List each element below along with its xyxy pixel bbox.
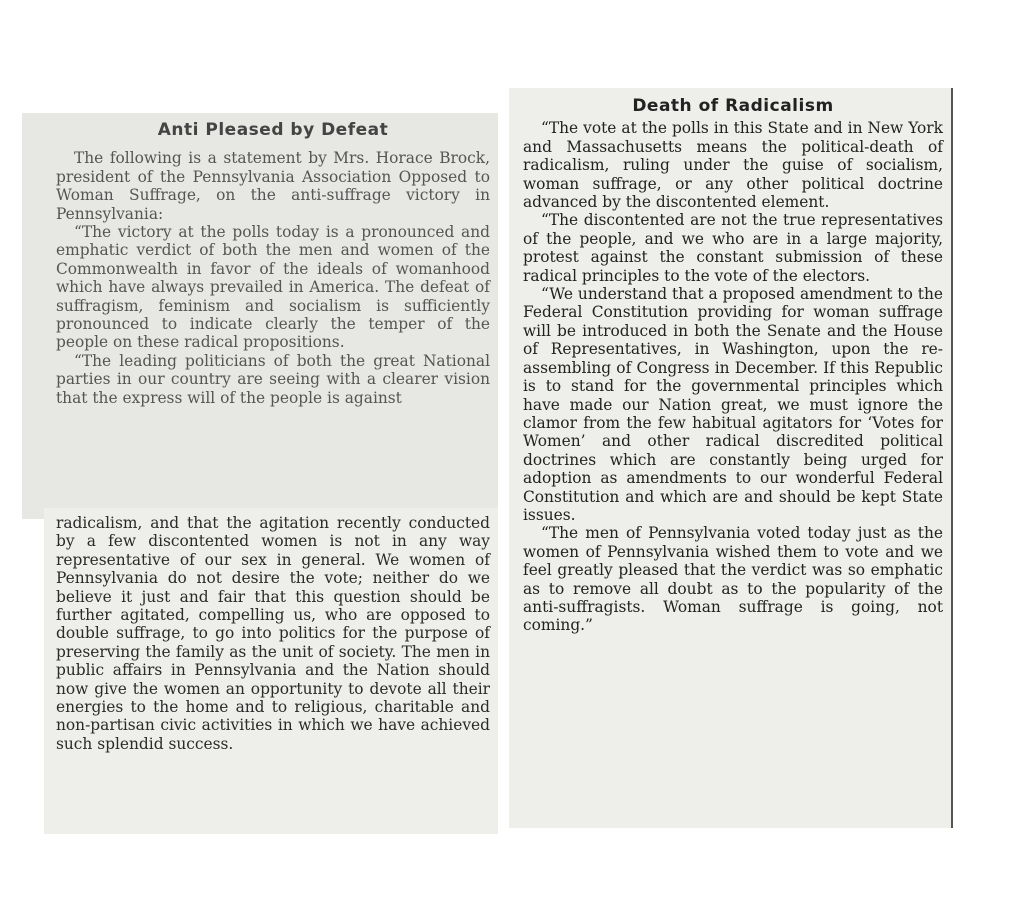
right-clipping (509, 88, 953, 828)
right-article-title: Death of Radicalism (632, 96, 834, 116)
left-clipping-bottom (44, 508, 498, 834)
left-article-paragraph-2: “The victory at the polls today is a pronounced and emphatic verdict of both the men and women of the Commonwealth in favor of the ideals of womanhood which have always prevailed in America. The defeat of suffragism, feminism and socialism is sufficiently pronounced to indicate clearly the temper of the people on these radical propositions. (56, 223, 490, 352)
left-article-paragraph-3-continued: radicalism, and that the agitation recently conducted by a few discontented women is not in any way representative of our sex in general. We women of Pennsylvania do not desire the vote; neither do we believe it just and fair that this question should be further agitated, compelling us, who are opposed to double suffrage, to go into politics for the purpose of preserving the family as the unit of society. The men in public affairs in Pennsylvania and the Nation should now give the women an opportunity to devote all their energies to the home and to religious, charitable and non-partisan civic activities in which we have achieved such splendid success. (56, 514, 490, 753)
right-article-paragraph-2: “The discontented are not the true representatives of the people, and we who are in a large majority, protest against the constant submission of these radical principles to the vote of the electors. (523, 211, 943, 285)
left-clipping-top (22, 113, 498, 519)
left-article-paragraph-1: The following is a statement by Mrs. Horace Brock, president of the Pennsylvania Association Opposed to Woman Suffrage, on the anti-suffrage victory in Pennsylvania: (56, 149, 490, 223)
left-article-paragraph-3-start: “The leading politicians of both the great National parties in our country are seeing with a clearer vision that the express will of the people is against (56, 351, 490, 407)
left-article-title: Anti Pleased by Defeat (157, 120, 389, 140)
right-article-paragraph-4: “The men of Pennsylvania voted today just as the women of Pennsylvania wished them to vote and we feel greatly pleased that the verdict was so emphatic as to remove all doubt as to the popularity of the anti-suffragists. Woman suffrage is going, not coming.” (523, 524, 943, 635)
right-article-paragraph-3: “We understand that a proposed amendment to the Federal Constitution providing for woman suffrage will be introduced in both the Senate and the House of Representatives, in Washington, upon the re-assembling of Congress in December. If this Republic is to stand for the governmental principles which have made our Nation great, we must ignore the clamor from the few habitual agitators for ‘Votes for Women’ and other radical discredited political doctrines which are constantly being urged for adoption as amendments to our wonderful Federal Constitution and which are and should be kept State issues. (523, 285, 943, 524)
right-article-paragraph-1: “The vote at the polls in this State and in New York and Massachusetts means the political-death of radicalism, ruling under the guise of socialism, woman suffrage, or any other political doctrine advanced by the discontented element. (523, 119, 943, 212)
